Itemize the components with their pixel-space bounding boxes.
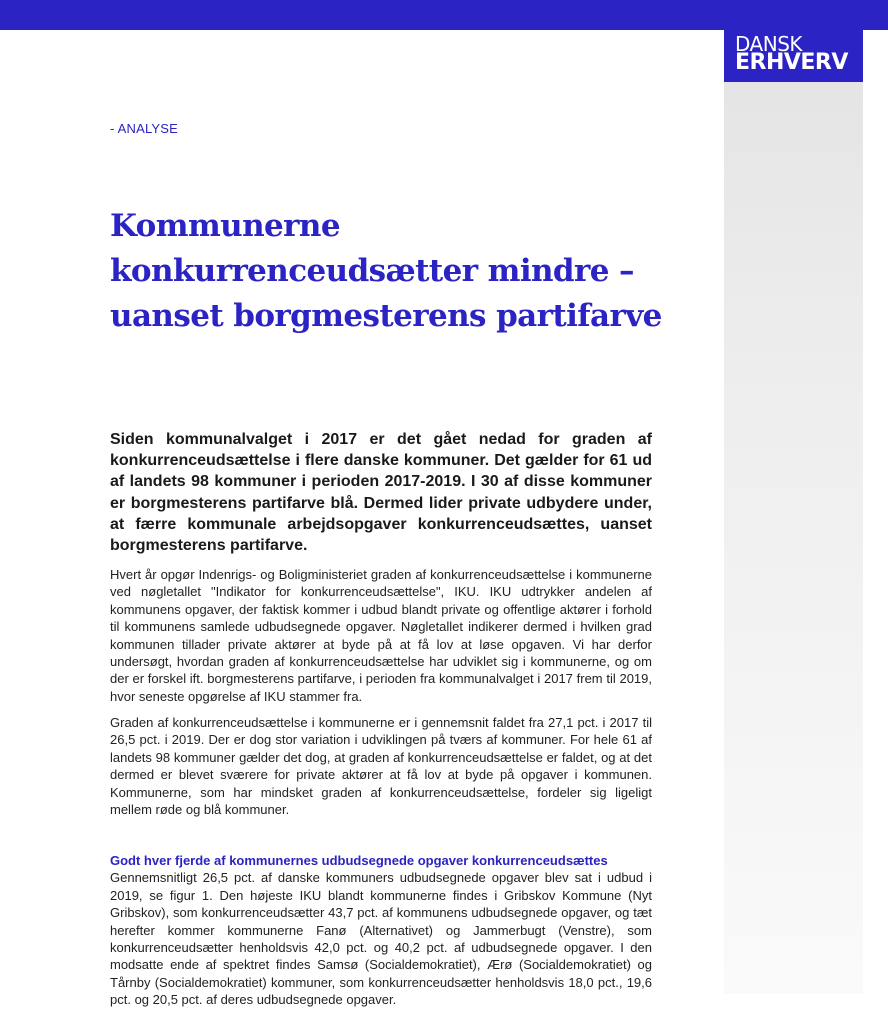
top-brand-bar — [0, 0, 888, 30]
section-heading: Godt hver fjerde af kommunernes udbudsegnede opgaver konkurrenceudsættes — [110, 853, 608, 868]
logo-line-1: DANSK — [735, 32, 803, 56]
logo-line-2: ERHVERV — [735, 50, 848, 75]
body-paragraph-2: Graden af konkurrenceudsættelse i kommunerne er i gennemsnit faldet fra 27,1 pct. i 2017 til 26,5 pct. i 2019. Der er dog stor variation i udviklingen på tværs af kommuner. For hele 61 af landets 98 kommuner gælder det dog, at graden af konkurrenceudsættelse er faldet, og at det dermed er blevet sværere for private aktører at få lov at byde på opgaver i kommunen. Kommunerne, som har mindsket graden af konkurrenceudsættelse, fordeler sig ligeligt mellem røde og blå kommuner. — [110, 715, 652, 818]
section-body: Gennemsnitligt 26,5 pct. af danske kommuners udbudsegnede opgaver blev sat i udbud i 2019, se figur 1. Den højeste IKU blandt kommunerne findes i Gribskov Kommune (Nyt Gribskov), som konkurrenceudsætter 43,7 pct. af kommunens udbudsegnede opgaver, og tæt herefter kommer kommunerne Fanø (Alternativet) og Jammerbugt (Venstre), som konkurrenceudsætter henholdsvis 42,0 pct. og 40,2 pct. af udbudsegnede opgaver. I den modsatte ende af spektret findes Samsø (Socialdemokratiet), Ærø (Socialdemokratiet) og Tårnby (Socialdemokratiet) kommuner, som konkurrenceudsætter henholdsvis 18,0 pct., 19,6 pct. og 20,5 pct. af deres udbudsegnede opgaver. — [110, 870, 652, 1008]
document-kicker: - ANALYSE — [110, 121, 179, 136]
body-paragraph-1: Hvert år opgør Indenrigs- og Boligministeriet graden af konkurrenceudsættelse i kommunerne ved nøgletallet "Indikator for konkurrenceudsættelse", IKU. IKU udtrykker andelen af kommunens opgaver, der faktisk kommer i udbud blandt private og offentlige aktører i forhold til kommunens samlede udbudsegnede opgaver. Nøgletallet indikerer dermed i hvilken grad kommunen tillader private aktører at byde på at få lov at løse opgaven. Vi har derfor undersøgt, hvordan graden af konkurrenceudsættelse har udviklet sig i kommunerne, og om der er forskel ift. borgmesterens partifarve, i perioden fra kommunalvalget i 2017 frem til 2019, hvor seneste opgørelse af IKU stammer fra. — [110, 567, 652, 704]
document-title: Kommunerne konkurrenceudsætter mindre – uanset borgmesterens partifarve — [110, 208, 662, 334]
side-column — [724, 30, 863, 994]
dansk-erhverv-logo — [724, 30, 863, 82]
lead-paragraph: Siden kommunalvalget i 2017 er det gået nedad for graden af konkurrenceudsættelse i flere danske kommuner. Det gælder for 61 ud af landets 98 kommuner i perioden 2017-2019. I 30 af disse kommuner er borgmesterens partifarve blå. Dermed lider private udbydere under, at færre kommunale arbejdsopgaver konkurrenceudsættes, uanset borgmesterens partifarve. — [110, 431, 652, 555]
section-block — [110, 852, 652, 1009]
